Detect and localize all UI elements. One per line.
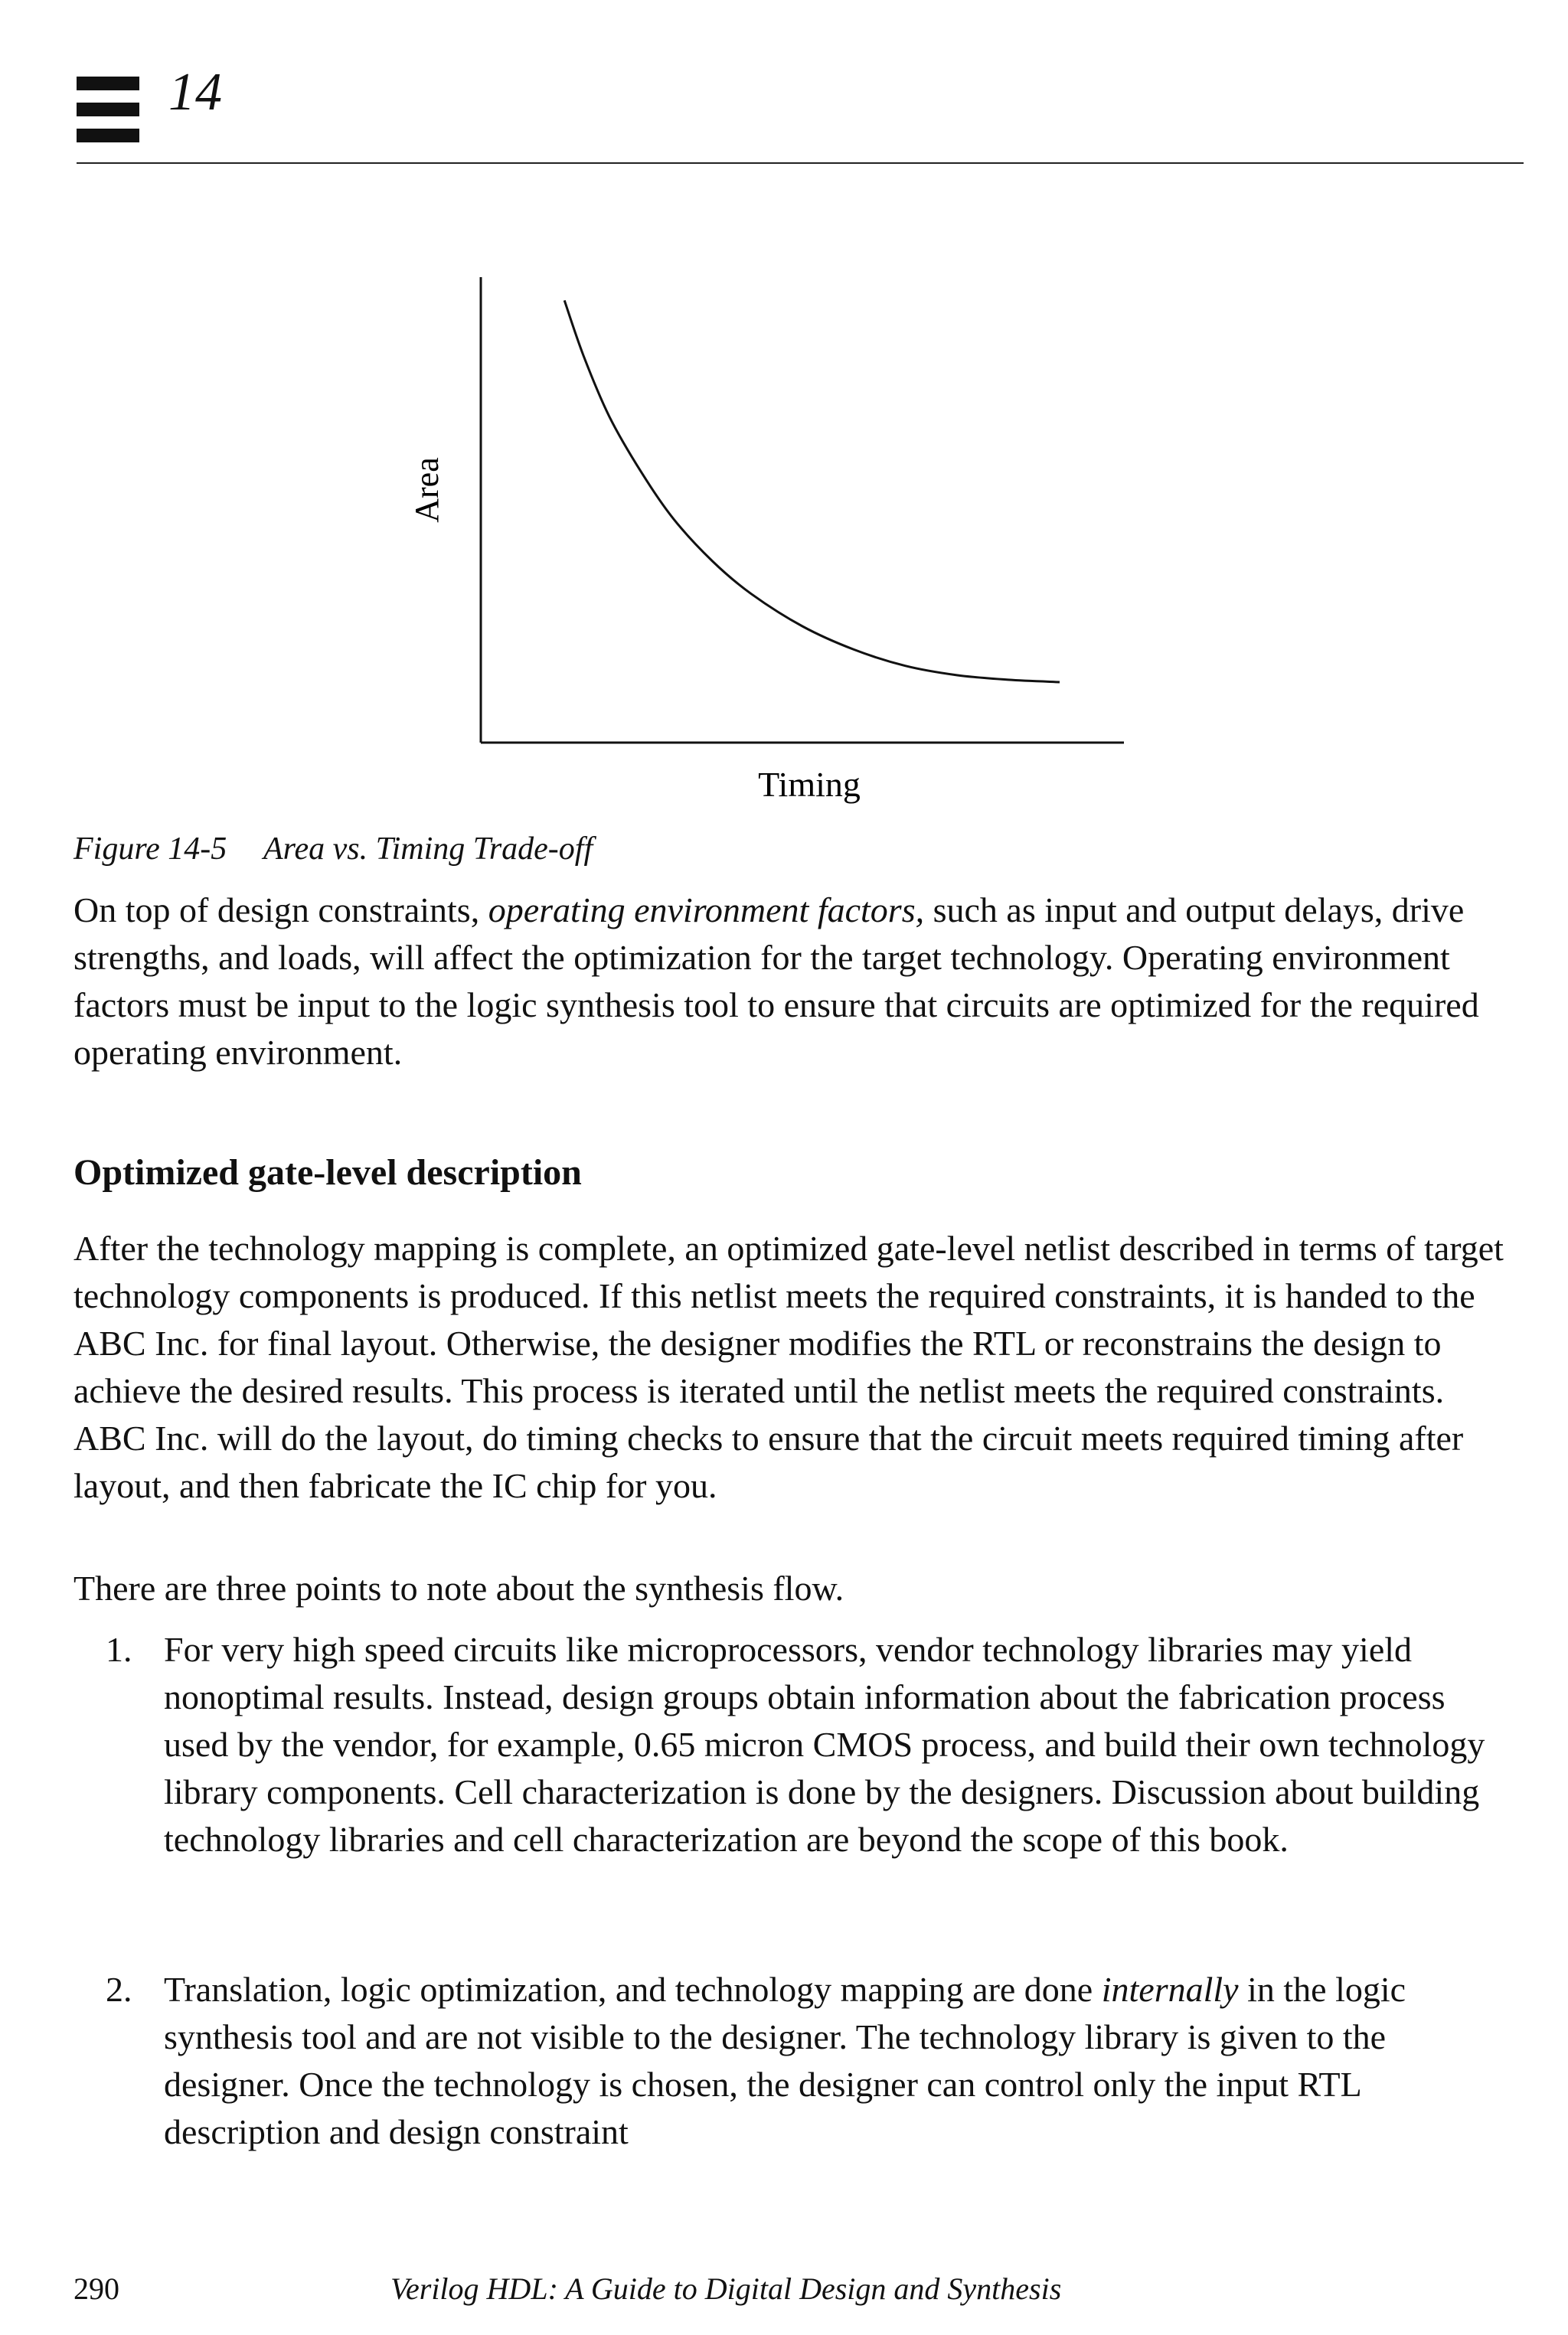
- paragraph1-emphasis: operating environment factors,: [488, 890, 925, 929]
- list2-text-b: in the logic synthesis tool and are not visible to the designer. The technology library is given to the designer. Once the technology is chosen, the designer can control only the input RTL description and design constraint: [164, 1970, 1406, 2151]
- chapter-bars-icon: [77, 77, 139, 142]
- paragraph-operating-environment: [74, 887, 1513, 1076]
- tradeoff-curve: [564, 300, 1060, 682]
- page-number: 290: [74, 2271, 119, 2306]
- header-rule: [77, 162, 1524, 164]
- x-axis-label: Timing: [758, 765, 861, 804]
- y-axis-label: Area: [408, 457, 446, 523]
- figure-caption: [74, 833, 593, 865]
- list-item-text: For very high speed circuits like microprocessors, vendor technology libraries may yield nonoptimal results. Instead, design groups obtain information about the fabrication process used by the vendor, for example, 0.65 micron CMOS process, and build their own technology library components. Cell characterization is done by the designers. Discussion about building technology libraries and cell characterization are beyond the scope of this book.: [164, 1630, 1485, 1859]
- book-title: Verilog HDL: A Guide to Digital Design and Synthesis: [390, 2271, 1062, 2306]
- figure-number: Figure 14-5: [74, 831, 227, 867]
- paragraph1-text-a: On top of design constraints,: [74, 890, 488, 929]
- section-heading: Optimized gate-level description: [74, 1152, 582, 1193]
- list2-emphasis: internally: [1101, 1970, 1239, 2009]
- paragraph1-text-b: such as input and output delays, drive strengths, and loads, will affect the optimization for the target technology. Operating environment factors must be input to the logic synthesis tool to ensure that circuits are optimized for the required operating environment.: [74, 890, 1479, 1072]
- area-timing-chart: [383, 268, 1148, 819]
- chapter-number: 14: [168, 63, 222, 122]
- area-vs-timing-figure: [383, 268, 1148, 819]
- list-item-text: [164, 1966, 1513, 2156]
- figure-title: Area vs. Timing Trade-off: [263, 831, 593, 867]
- paragraph-gate-level: After the technology mapping is complete, an optimized gate-level netlist described in terms of target technology components is produced. If this netlist meets the required constraints, it is handed to the ABC Inc. for final layout. Otherwise, the designer modifies the RTL or reconstrains the design to achieve the desired results. This process is iterated until the netlist meets the required constraints. ABC Inc. will do the layout, do timing checks to ensure that the circuit meets required timing after layout, and then fabricate the IC chip for you.: [74, 1229, 1504, 1505]
- list-marker: 2.: [106, 1970, 132, 2009]
- list2-text-a: Translation, logic optimization, and technology mapping are done: [164, 1970, 1102, 2009]
- paragraph-three-points: There are three points to note about the synthesis flow.: [74, 1569, 844, 1608]
- list-marker: 1.: [106, 1630, 132, 1669]
- page-header: [77, 63, 1524, 165]
